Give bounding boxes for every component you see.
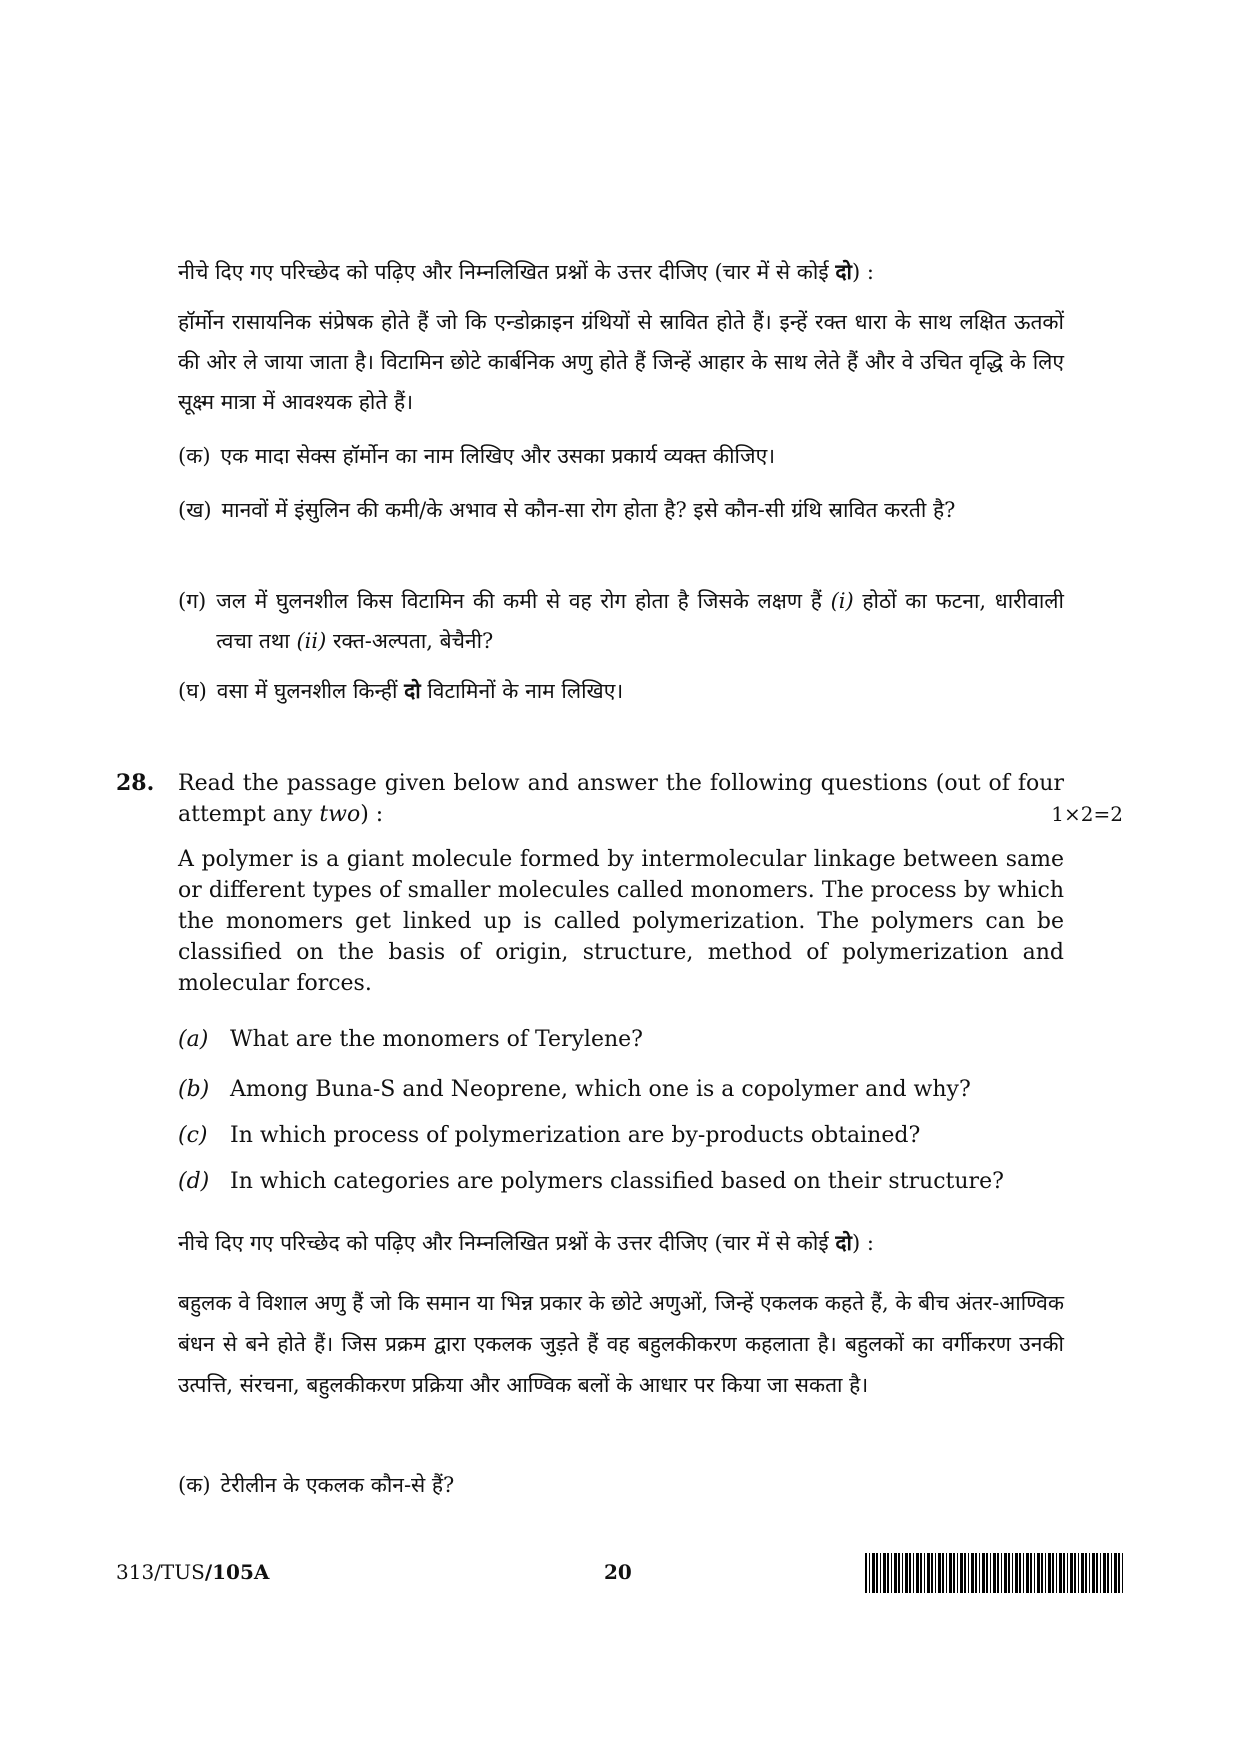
instruction-end: ) : xyxy=(851,1231,874,1255)
page-number: 20 xyxy=(604,1560,632,1584)
list-item xyxy=(178,1074,1064,1105)
paper-code xyxy=(116,1560,269,1584)
item-label: (c) xyxy=(178,1123,208,1148)
barcode-icon xyxy=(865,1553,1125,1593)
hindi-instruction xyxy=(178,252,1064,292)
item-text: In which categories are polymers classified based on their structure? xyxy=(230,1169,1004,1194)
text-part: विटामिनों के नाम लिखिए। xyxy=(427,679,624,703)
list-item xyxy=(178,1166,1064,1197)
roman-numeral: (ii) xyxy=(296,629,327,653)
item-label: (d) xyxy=(178,1169,210,1194)
instruction-text: नीचे दिए गए परिच्छेद को पढ़िए और निम्नलिखित प्रश्नों के उत्तर दीजिए (चार में से कोई xyxy=(178,260,829,284)
instruction-italic: two xyxy=(319,802,361,827)
english-passage: A polymer is a giant molecule formed by intermolecular linkage between same or different types of smaller molecules called monomers. The process by which the monomers get linked up is called polymerization. The polymers can be classified on the basis of origin, structure, method of polymerization and molecular forces. xyxy=(178,847,1064,996)
question-instruction xyxy=(178,768,1064,830)
instruction-text: नीचे दिए गए परिच्छेद को पढ़िए और निम्नलिखित प्रश्नों के उत्तर दीजिए (चार में से कोई xyxy=(178,1231,829,1255)
item-label: (क) xyxy=(178,444,211,468)
item-label: (ग) xyxy=(178,589,207,613)
item-text: Among Buna-S and Neoprene, which one is a copolymer and why? xyxy=(230,1077,971,1102)
item-label: (a) xyxy=(178,1027,209,1052)
text-part: वसा में घुलनशील किन्हीं xyxy=(216,679,398,703)
code-text: 313/TUS xyxy=(116,1560,205,1584)
question-number: 28. xyxy=(116,770,155,796)
list-item xyxy=(178,1465,1064,1505)
item-label: (क) xyxy=(178,1473,211,1497)
instruction-bold: दो xyxy=(835,1230,852,1255)
item-text: एक मादा सेक्स हॉर्मोन का नाम लिखिए और उसका प्रकार्य व्यक्त कीजिए। xyxy=(220,444,776,468)
item-label: (घ) xyxy=(178,679,207,703)
text-part: रक्त-अल्पता, बेचैनी? xyxy=(332,629,494,653)
text-bold: दो xyxy=(404,678,421,703)
text-part: जल में घुलनशील किस विटामिन की कमी से वह रोग होता है जिसके लक्षण हैं xyxy=(216,589,822,613)
list-item xyxy=(178,581,1064,661)
list-item xyxy=(178,436,1064,476)
code-bold: /105A xyxy=(204,1560,270,1584)
item-text xyxy=(216,581,1064,661)
roman-numeral: (i) xyxy=(830,589,854,613)
text-part: होठों का फटना, धारीवाली त्वचा तथा xyxy=(216,589,1064,653)
list-item xyxy=(178,490,1064,530)
item-text xyxy=(217,671,1064,711)
hindi-passage: बहुलक वे विशाल अणु हैं जो कि समान या भिन्न प्रकार के छोटे अणुओं, जिन्हें एकलक कहते हैं, के बीच अंतर-आण्विक बंधन से बने होते हैं। जिस प्रक्रम द्वारा एकलक जुड़ते हैं वह बहुलकीकरण कहलाता है। बहुलकों का वर्गीकरण उनकी उत्पत्ति, संरचना, बहुलकीकरण प्रक्रिया और आण्विक बलों के आधार पर किया जा सकता है। xyxy=(178,1291,1064,1397)
item-label: (ख) xyxy=(178,498,212,522)
list-item xyxy=(178,1120,1064,1151)
item-text: What are the monomers of Terylene? xyxy=(230,1027,643,1052)
hindi-instruction xyxy=(178,1223,1064,1263)
list-item xyxy=(178,1024,1064,1055)
instruction-text: Read the passage given below and answer the following questions (out of four attempt any xyxy=(178,771,1064,827)
marks: 1×2=2 xyxy=(1051,802,1123,826)
item-text: मानवों में इंसुलिन की कमी/के अभाव से कौन-सा रोग होता है? इसे कौन-सी ग्रंथि स्रावित करती है? xyxy=(221,498,956,522)
instruction-end: ) : xyxy=(851,260,874,284)
item-text: टेरीलीन के एकलक कौन-से हैं? xyxy=(220,1473,455,1497)
hindi-passage: हॉर्मोन रासायनिक संप्रेषक होते हैं जो कि एन्डोक्राइन ग्रंथियों से स्रावित होते हैं। इन्हें रक्त धारा के साथ लक्षित ऊतकों की ओर ले जाया जाता है। विटामिन छोटे कार्बनिक अणु होते हैं जिन्हें आहार के साथ लेते हैं और वे उचित वृद्धि के लिए सूक्ष्म मात्रा में आवश्यक होते हैं। xyxy=(178,310,1064,414)
list-item xyxy=(178,671,1064,711)
item-text: In which process of polymerization are by-products obtained? xyxy=(230,1123,921,1148)
instruction-bold: दो xyxy=(835,259,852,284)
instruction-end: ) : xyxy=(360,802,384,827)
item-label: (b) xyxy=(178,1077,210,1102)
